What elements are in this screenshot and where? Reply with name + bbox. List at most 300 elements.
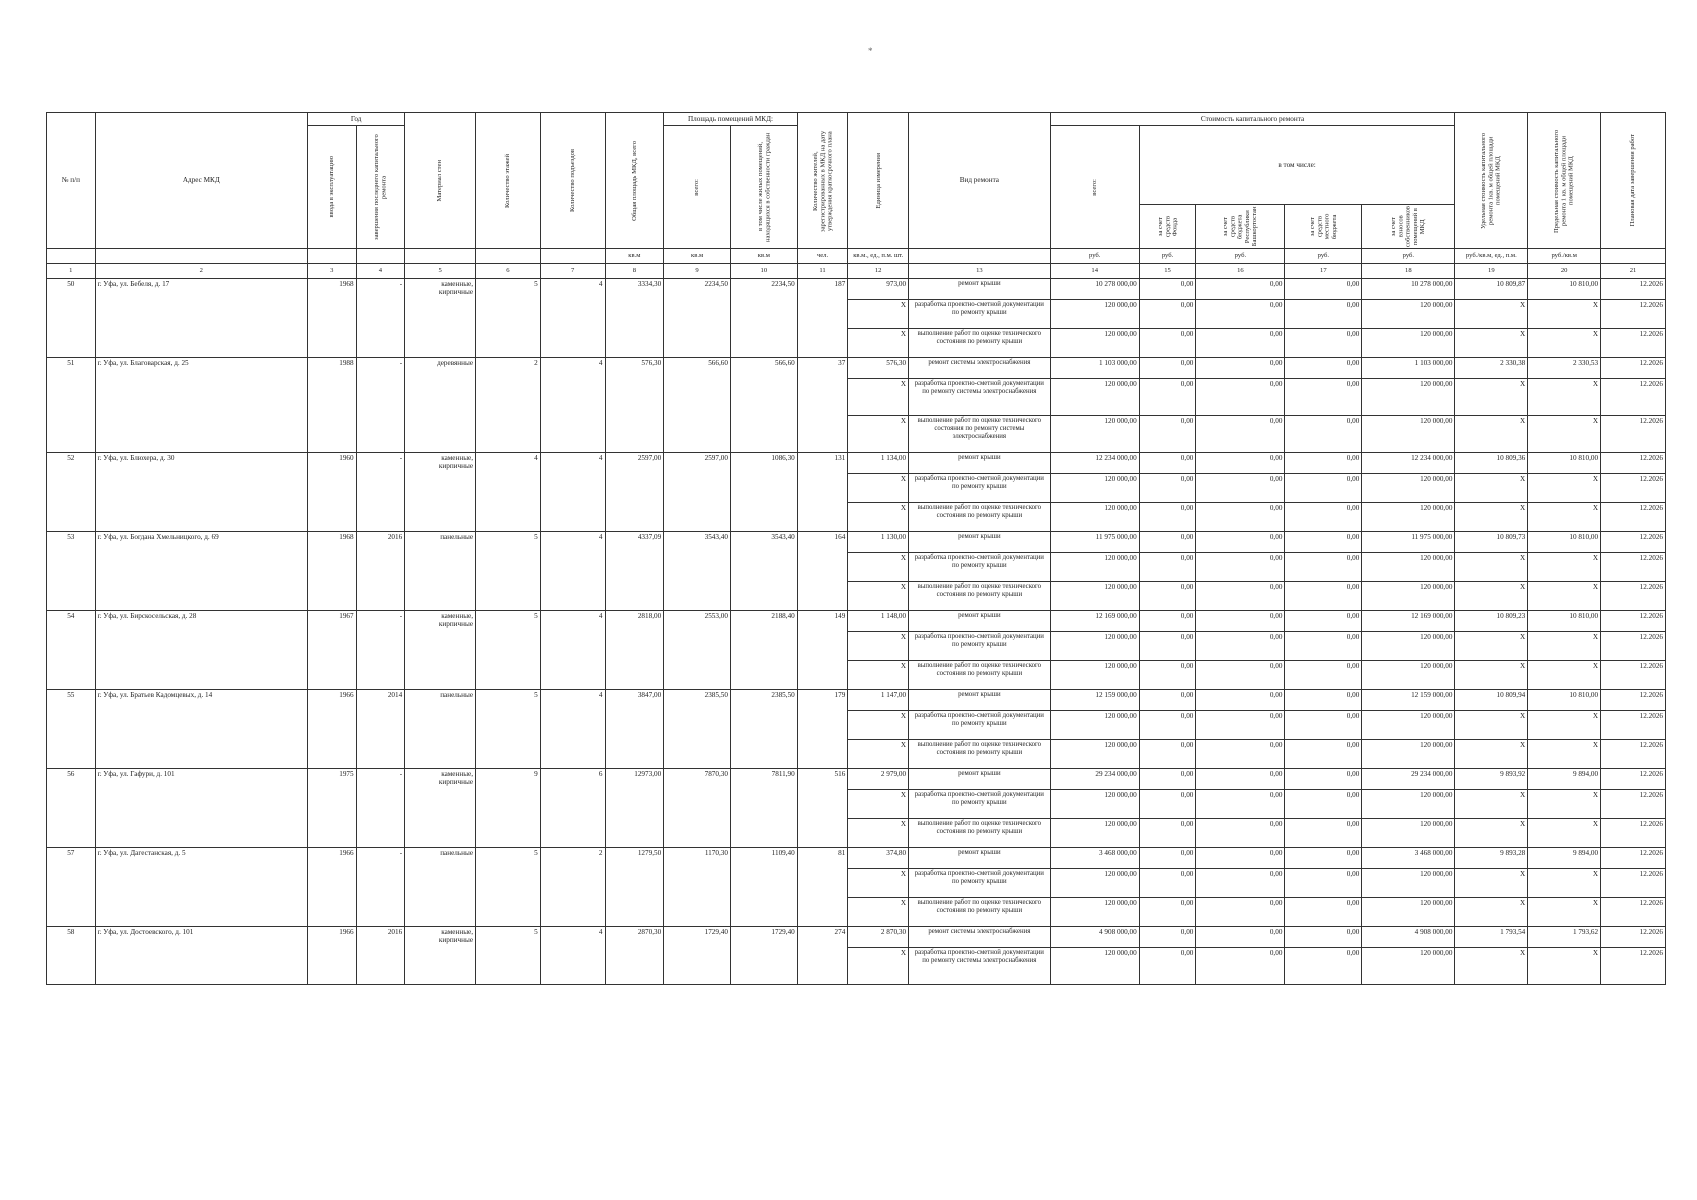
work-date: 12.2026: [1601, 453, 1666, 474]
work-fund: 0,00: [1139, 819, 1196, 848]
work-limit: 10 810,00: [1528, 279, 1601, 300]
table-row: [47, 279, 1666, 300]
work-rb: 0,00: [1196, 279, 1285, 300]
work-limit: X: [1528, 790, 1601, 819]
record-area-all: 1170,30: [664, 848, 731, 927]
work-fund: 0,00: [1139, 790, 1196, 819]
record-entrances: 4: [540, 690, 605, 769]
record-wall: каменные, кирпичные: [405, 453, 476, 532]
work-unit-cost: X: [1455, 740, 1528, 769]
work-total: 120 000,00: [1050, 661, 1139, 690]
work-unit: X: [848, 379, 909, 416]
work-unit-cost: X: [1455, 379, 1528, 416]
work-fund: 0,00: [1139, 582, 1196, 611]
record-address: г. Уфа, ул. Дагестанская, д. 5: [95, 848, 307, 927]
work-unit: 1 134,00: [848, 453, 909, 474]
record-residents: 164: [797, 532, 848, 611]
work-local: 0,00: [1285, 819, 1362, 848]
record-total-area: 2818,00: [605, 611, 664, 690]
work-local: 0,00: [1285, 416, 1362, 453]
work-unit-cost: X: [1455, 898, 1528, 927]
record-residents: 516: [797, 769, 848, 848]
work-unit-cost: 2 330,38: [1455, 358, 1528, 379]
work-owners: 120 000,00: [1362, 474, 1455, 503]
work-total: 10 278 000,00: [1050, 279, 1139, 300]
record-year-repair: -: [356, 769, 405, 848]
record-area-all: 2597,00: [664, 453, 731, 532]
record-area-all: 2385,50: [664, 690, 731, 769]
work-limit: X: [1528, 711, 1601, 740]
work-limit: 10 810,00: [1528, 453, 1601, 474]
work-owners: 120 000,00: [1362, 711, 1455, 740]
header-deadline: Плановая дата завершения работ: [1601, 113, 1666, 249]
work-local: 0,00: [1285, 474, 1362, 503]
work-rb: 0,00: [1196, 790, 1285, 819]
units-cell: кв.м., ед., п.м. шт.: [848, 249, 909, 264]
header-address: Адрес МКД: [95, 113, 307, 249]
work-fund: 0,00: [1139, 690, 1196, 711]
work-owners: 120 000,00: [1362, 553, 1455, 582]
record-residents: 81: [797, 848, 848, 927]
work-fund: 0,00: [1139, 532, 1196, 553]
work-unit-cost: 9 893,28: [1455, 848, 1528, 869]
record-wall: панельные: [405, 848, 476, 927]
record-year-built: 1960: [308, 453, 357, 532]
work-local: 0,00: [1285, 279, 1362, 300]
work-fund: 0,00: [1139, 948, 1196, 985]
work-fund: 0,00: [1139, 711, 1196, 740]
work-date: 12.2026: [1601, 948, 1666, 985]
work-fund: 0,00: [1139, 279, 1196, 300]
work-type: ремонт крыши: [909, 769, 1051, 790]
units-cell: руб./кв.м, ед., п.м.: [1455, 249, 1528, 264]
work-rb: 0,00: [1196, 503, 1285, 532]
record-address: г. Уфа, ул. Бирскосельская, д. 28: [95, 611, 307, 690]
work-unit-cost: X: [1455, 553, 1528, 582]
record-wall: каменные, кирпичные: [405, 769, 476, 848]
work-total: 120 000,00: [1050, 869, 1139, 898]
units-cell: руб./кв.м: [1528, 249, 1601, 264]
work-type: ремонт крыши: [909, 453, 1051, 474]
work-rb: 0,00: [1196, 927, 1285, 948]
work-type: ремонт системы электроснабжения: [909, 927, 1051, 948]
table-row: [47, 532, 1666, 553]
work-rb: 0,00: [1196, 611, 1285, 632]
record-area-all: 7870,30: [664, 769, 731, 848]
record-year-repair: -: [356, 611, 405, 690]
work-fund: 0,00: [1139, 416, 1196, 453]
header-residents: Количество жителей, зарегистрированных в МКД на дату утверждения краткосрочного плана: [797, 113, 848, 249]
header-cost-total: всего:: [1050, 126, 1139, 249]
record-area-owned: 2234,50: [730, 279, 797, 358]
work-limit: X: [1528, 632, 1601, 661]
work-limit: 1 793,62: [1528, 927, 1601, 948]
record-year-repair: -: [356, 279, 405, 358]
work-rb: 0,00: [1196, 329, 1285, 358]
record-num: 50: [47, 279, 96, 358]
work-date: 12.2026: [1601, 416, 1666, 453]
work-date: 12.2026: [1601, 503, 1666, 532]
work-limit: 9 894,00: [1528, 848, 1601, 869]
work-date: 12.2026: [1601, 927, 1666, 948]
work-rb: 0,00: [1196, 416, 1285, 453]
work-type: ремонт крыши: [909, 532, 1051, 553]
header-incl: в том числе:: [1139, 126, 1455, 205]
work-local: 0,00: [1285, 790, 1362, 819]
work-owners: 120 000,00: [1362, 819, 1455, 848]
work-total: 120 000,00: [1050, 503, 1139, 532]
work-total: 120 000,00: [1050, 474, 1139, 503]
units-cell: чел.: [797, 249, 848, 264]
work-type: разработка проектно-сметной документации по ремонту крыши: [909, 300, 1051, 329]
work-date: 12.2026: [1601, 329, 1666, 358]
work-fund: 0,00: [1139, 848, 1196, 869]
record-area-owned: 2385,50: [730, 690, 797, 769]
work-limit: X: [1528, 948, 1601, 985]
column-number-cell: 6: [476, 264, 541, 279]
work-date: 12.2026: [1601, 532, 1666, 553]
work-type: выполнение работ по оценке технического состояния по ремонту системы электроснабжения: [909, 416, 1051, 453]
work-unit: X: [848, 948, 909, 985]
work-owners: 120 000,00: [1362, 582, 1455, 611]
record-num: 58: [47, 927, 96, 985]
header-local: за счет средств местного бюджета: [1285, 204, 1362, 248]
work-owners: 120 000,00: [1362, 790, 1455, 819]
work-unit: X: [848, 329, 909, 358]
work-owners: 120 000,00: [1362, 379, 1455, 416]
record-num: 57: [47, 848, 96, 927]
column-number-cell: 8: [605, 264, 664, 279]
work-fund: 0,00: [1139, 661, 1196, 690]
work-owners: 1 103 000,00: [1362, 358, 1455, 379]
record-area-owned: 1109,40: [730, 848, 797, 927]
work-local: 0,00: [1285, 690, 1362, 711]
units-cell: [405, 249, 476, 264]
work-date: 12.2026: [1601, 848, 1666, 869]
work-total: 120 000,00: [1050, 790, 1139, 819]
column-number-cell: 1: [47, 264, 96, 279]
work-fund: 0,00: [1139, 474, 1196, 503]
record-num: 52: [47, 453, 96, 532]
work-unit-cost: X: [1455, 300, 1528, 329]
record-area-all: 566,60: [664, 358, 731, 453]
record-address: г. Уфа, ул. Богдана Хмельницкого, д. 69: [95, 532, 307, 611]
work-rb: 0,00: [1196, 661, 1285, 690]
units-cell: [909, 249, 1051, 264]
table-header: [47, 113, 1666, 279]
work-owners: 4 908 000,00: [1362, 927, 1455, 948]
work-unit: X: [848, 869, 909, 898]
record-area-all: 2234,50: [664, 279, 731, 358]
work-total: 29 234 000,00: [1050, 769, 1139, 790]
work-unit: X: [848, 582, 909, 611]
column-number-cell: 3: [308, 264, 357, 279]
work-unit: X: [848, 790, 909, 819]
work-date: 12.2026: [1601, 898, 1666, 927]
column-number-cell: 13: [909, 264, 1051, 279]
work-type: разработка проектно-сметной документации по ремонту крыши: [909, 474, 1051, 503]
work-total: 120 000,00: [1050, 416, 1139, 453]
work-type: выполнение работ по оценке технического состояния по ремонту крыши: [909, 898, 1051, 927]
work-rb: 0,00: [1196, 898, 1285, 927]
work-date: 12.2026: [1601, 632, 1666, 661]
record-address: г. Уфа, ул. Блюхера, д. 30: [95, 453, 307, 532]
record-area-all: 2553,00: [664, 611, 731, 690]
column-number-cell: 2: [95, 264, 307, 279]
work-limit: 10 810,00: [1528, 690, 1601, 711]
work-unit-cost: X: [1455, 790, 1528, 819]
work-fund: 0,00: [1139, 632, 1196, 661]
work-unit: X: [848, 740, 909, 769]
work-local: 0,00: [1285, 453, 1362, 474]
units-cell: кв.м: [664, 249, 731, 264]
work-unit-cost: X: [1455, 711, 1528, 740]
work-owners: 3 468 000,00: [1362, 848, 1455, 869]
record-floors: 5: [476, 279, 541, 358]
record-wall: деревянные: [405, 358, 476, 453]
header-owners: за счет взносов собственников помещений в МКД: [1362, 204, 1455, 248]
work-total: 12 234 000,00: [1050, 453, 1139, 474]
column-number-cell: 9: [664, 264, 731, 279]
column-number-cell: 21: [1601, 264, 1666, 279]
header-repair-type: Вид ремонта: [909, 113, 1051, 249]
work-total: 120 000,00: [1050, 711, 1139, 740]
work-unit: 2 979,00: [848, 769, 909, 790]
work-unit-cost: X: [1455, 329, 1528, 358]
work-total: 120 000,00: [1050, 379, 1139, 416]
record-residents: 149: [797, 611, 848, 690]
units-cell: кв.м: [605, 249, 664, 264]
work-limit: X: [1528, 416, 1601, 453]
work-total: 120 000,00: [1050, 819, 1139, 848]
work-rb: 0,00: [1196, 379, 1285, 416]
work-unit: X: [848, 711, 909, 740]
header-year-repair: завершения последнего капитального ремонта: [356, 126, 405, 249]
table-row: [47, 769, 1666, 790]
record-year-built: 1966: [308, 690, 357, 769]
record-floors: 9: [476, 769, 541, 848]
work-local: 0,00: [1285, 532, 1362, 553]
column-number-cell: 18: [1362, 264, 1455, 279]
column-number-cell: 15: [1139, 264, 1196, 279]
work-total: 4 908 000,00: [1050, 927, 1139, 948]
work-limit: X: [1528, 329, 1601, 358]
record-residents: 37: [797, 358, 848, 453]
work-local: 0,00: [1285, 300, 1362, 329]
work-rb: 0,00: [1196, 474, 1285, 503]
record-year-built: 1988: [308, 358, 357, 453]
record-num: 56: [47, 769, 96, 848]
column-number-cell: 4: [356, 264, 405, 279]
work-rb: 0,00: [1196, 819, 1285, 848]
work-local: 0,00: [1285, 740, 1362, 769]
column-number-cell: 19: [1455, 264, 1528, 279]
work-owners: 12 169 000,00: [1362, 611, 1455, 632]
work-fund: 0,00: [1139, 300, 1196, 329]
work-limit: X: [1528, 661, 1601, 690]
work-unit: X: [848, 898, 909, 927]
record-num: 55: [47, 690, 96, 769]
work-unit: 2 870,30: [848, 927, 909, 948]
repair-plan-table: [46, 112, 1666, 985]
header-wall: Материал стен: [405, 113, 476, 249]
work-type: выполнение работ по оценке технического состояния по ремонту крыши: [909, 819, 1051, 848]
units-cell: [540, 249, 605, 264]
work-fund: 0,00: [1139, 898, 1196, 927]
work-total: 1 103 000,00: [1050, 358, 1139, 379]
column-number-cell: 5: [405, 264, 476, 279]
work-rb: 0,00: [1196, 532, 1285, 553]
record-year-repair: -: [356, 453, 405, 532]
work-unit: 576,30: [848, 358, 909, 379]
work-rb: 0,00: [1196, 582, 1285, 611]
units-cell: [476, 249, 541, 264]
work-local: 0,00: [1285, 898, 1362, 927]
work-date: 12.2026: [1601, 740, 1666, 769]
record-floors: 2: [476, 358, 541, 453]
record-floors: 5: [476, 927, 541, 985]
page-mark: *: [868, 46, 873, 56]
header-cost-group: Стоимость капитального ремонта: [1050, 113, 1455, 126]
units-cell: кв.м: [730, 249, 797, 264]
work-unit: 374,80: [848, 848, 909, 869]
work-unit-cost: 10 809,87: [1455, 279, 1528, 300]
header-unit: Единица измерения: [848, 113, 909, 249]
record-area-owned: 566,60: [730, 358, 797, 453]
work-local: 0,00: [1285, 769, 1362, 790]
record-area-owned: 1086,30: [730, 453, 797, 532]
record-num: 51: [47, 358, 96, 453]
work-type: разработка проектно-сметной документации по ремонту крыши: [909, 790, 1051, 819]
column-number-cell: 7: [540, 264, 605, 279]
work-date: 12.2026: [1601, 869, 1666, 898]
work-local: 0,00: [1285, 611, 1362, 632]
work-type: разработка проектно-сметной документации по ремонту системы электроснабжения: [909, 379, 1051, 416]
work-unit: X: [848, 819, 909, 848]
record-year-repair: -: [356, 358, 405, 453]
record-year-built: 1967: [308, 611, 357, 690]
work-type: ремонт крыши: [909, 611, 1051, 632]
units-cell: руб.: [1139, 249, 1196, 264]
work-unit-cost: X: [1455, 948, 1528, 985]
record-area-owned: 7811,90: [730, 769, 797, 848]
work-rb: 0,00: [1196, 553, 1285, 582]
header-area-group: Площадь помещений МКД:: [664, 113, 798, 126]
work-unit-cost: 1 793,54: [1455, 927, 1528, 948]
work-total: 120 000,00: [1050, 582, 1139, 611]
work-owners: 120 000,00: [1362, 869, 1455, 898]
work-date: 12.2026: [1601, 690, 1666, 711]
record-entrances: 4: [540, 358, 605, 453]
work-total: 12 159 000,00: [1050, 690, 1139, 711]
record-area-all: 3543,40: [664, 532, 731, 611]
work-unit: X: [848, 416, 909, 453]
work-type: выполнение работ по оценке технического состояния по ремонту крыши: [909, 503, 1051, 532]
units-cell: [47, 249, 96, 264]
work-limit: 9 894,00: [1528, 769, 1601, 790]
work-limit: X: [1528, 869, 1601, 898]
work-date: 12.2026: [1601, 358, 1666, 379]
table-row: [47, 848, 1666, 869]
work-unit: X: [848, 661, 909, 690]
work-date: 12.2026: [1601, 279, 1666, 300]
header-area-all: всего:: [664, 126, 731, 249]
work-owners: 120 000,00: [1362, 503, 1455, 532]
work-fund: 0,00: [1139, 358, 1196, 379]
work-total: 120 000,00: [1050, 329, 1139, 358]
work-type: выполнение работ по оценке технического состояния по ремонту крыши: [909, 582, 1051, 611]
record-total-area: 2597,00: [605, 453, 664, 532]
work-rb: 0,00: [1196, 769, 1285, 790]
work-rb: 0,00: [1196, 740, 1285, 769]
record-floors: 4: [476, 453, 541, 532]
work-unit-cost: 9 893,92: [1455, 769, 1528, 790]
header-rb: за счет средств бюджета Республики Башкортостан: [1196, 204, 1285, 248]
record-num: 53: [47, 532, 96, 611]
work-local: 0,00: [1285, 711, 1362, 740]
record-year-built: 1975: [308, 769, 357, 848]
work-date: 12.2026: [1601, 474, 1666, 503]
work-unit-cost: X: [1455, 632, 1528, 661]
header-entrances: Количество подъездов: [540, 113, 605, 249]
work-unit-cost: X: [1455, 416, 1528, 453]
work-owners: 120 000,00: [1362, 898, 1455, 927]
work-date: 12.2026: [1601, 379, 1666, 416]
work-unit: X: [848, 474, 909, 503]
work-unit: 1 147,00: [848, 690, 909, 711]
work-total: 120 000,00: [1050, 948, 1139, 985]
record-address: г. Уфа, ул. Гафури, д. 101: [95, 769, 307, 848]
record-total-area: 576,30: [605, 358, 664, 453]
table-row: [47, 453, 1666, 474]
work-local: 0,00: [1285, 582, 1362, 611]
header-limit-cost: Предельная стоимость капитального ремонта 1 кв. м общей площади помещений МКД: [1528, 113, 1601, 249]
work-total: 11 975 000,00: [1050, 532, 1139, 553]
work-local: 0,00: [1285, 553, 1362, 582]
work-limit: 10 810,00: [1528, 532, 1601, 553]
record-year-built: 1968: [308, 532, 357, 611]
column-number-cell: 20: [1528, 264, 1601, 279]
work-type: разработка проектно-сметной документации по ремонту крыши: [909, 711, 1051, 740]
units-cell: руб.: [1285, 249, 1362, 264]
work-limit: 2 330,53: [1528, 358, 1601, 379]
record-residents: 131: [797, 453, 848, 532]
table-row: [47, 690, 1666, 711]
work-rb: 0,00: [1196, 948, 1285, 985]
work-date: 12.2026: [1601, 300, 1666, 329]
record-year-built: 1966: [308, 848, 357, 927]
work-owners: 120 000,00: [1362, 329, 1455, 358]
work-fund: 0,00: [1139, 379, 1196, 416]
work-fund: 0,00: [1139, 553, 1196, 582]
work-unit: 1 130,00: [848, 532, 909, 553]
work-rb: 0,00: [1196, 869, 1285, 898]
record-total-area: 12973,00: [605, 769, 664, 848]
work-fund: 0,00: [1139, 769, 1196, 790]
work-unit-cost: X: [1455, 661, 1528, 690]
record-floors: 5: [476, 848, 541, 927]
work-fund: 0,00: [1139, 453, 1196, 474]
work-owners: 120 000,00: [1362, 661, 1455, 690]
units-cell: [95, 249, 307, 264]
record-total-area: 3847,00: [605, 690, 664, 769]
record-area-owned: 3543,40: [730, 532, 797, 611]
work-total: 120 000,00: [1050, 740, 1139, 769]
work-type: разработка проектно-сметной документации по ремонту крыши: [909, 553, 1051, 582]
work-unit-cost: X: [1455, 503, 1528, 532]
work-unit-cost: 10 809,73: [1455, 532, 1528, 553]
work-type: ремонт системы электроснабжения: [909, 358, 1051, 379]
